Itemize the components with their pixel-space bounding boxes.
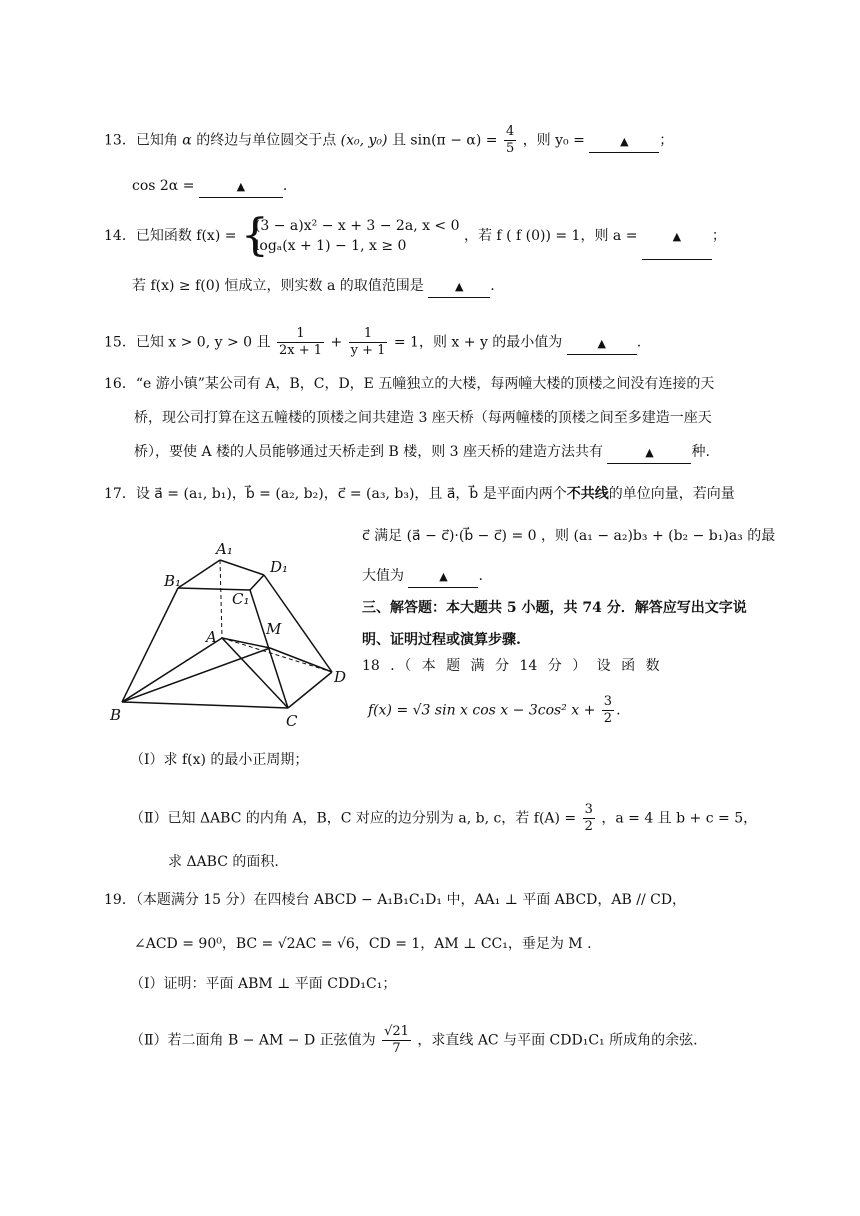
q15-frac-1 — [277, 326, 324, 359]
q14-piece-2: logₐ(x + 1) − 1, x ≥ 0 — [254, 238, 407, 254]
q14-blank-1[interactable] — [642, 214, 712, 260]
edge-bc — [122, 702, 288, 708]
blank-mark: ▲ — [597, 336, 606, 350]
q15-frac-2 — [349, 326, 388, 359]
q14-piecewise — [240, 210, 460, 261]
blank-mark: ▲ — [672, 230, 682, 243]
label-d1: D₁ — [270, 558, 289, 576]
blank-mark: ▲ — [620, 134, 629, 148]
q15-f2-num: 1 — [349, 326, 388, 343]
q13-number: 13． — [104, 132, 136, 149]
q19-fraction — [382, 1024, 411, 1057]
q15-number: 15． — [104, 334, 136, 351]
q13-cos: cos 2α = — [132, 178, 195, 194]
q18-part-2c: 求 ΔABC 的面积. — [168, 854, 279, 870]
q13-text-b: 的终边与单位圆交于点 — [196, 132, 337, 149]
brace-symbol: { — [240, 210, 269, 261]
q17-number: 17． — [104, 486, 136, 502]
q13-text-a: 已知角 — [135, 132, 178, 149]
label-c: C — [286, 712, 298, 730]
q15-line — [104, 326, 641, 359]
q16-text-2: 桥，现公司打算在这五幢楼的顶楼之间共建造 3 座天桥（每两幢楼的顶楼之间至多建造一座天 — [134, 410, 712, 426]
q16-number: 16． — [104, 376, 136, 392]
q17-line1 — [104, 484, 735, 504]
edge-c1d1 — [250, 575, 264, 590]
label-b1: B₁ — [164, 572, 182, 590]
q18-frac-num: 3 — [603, 694, 613, 709]
q13-end2: . — [282, 178, 288, 194]
label-m: M — [266, 620, 282, 638]
q16-text-3: 桥），要使 A 楼的人员能够通过天桥走到 B 楼，则 3 座天桥的建造方法共有 — [134, 444, 604, 460]
label-b: B — [110, 706, 122, 724]
q15-text-b: = 1，则 x + y 的最小值为 — [393, 334, 563, 351]
q15-text-a: 已知 x > 0, y > 0 且 — [135, 334, 271, 351]
q17-text-1a: 设 a⃗ = (a₁, b₁)，b⃗ = (a₂, b₂)，c⃗ = (a₃, b₃)，且 a⃗，b⃗ 是平面内两个 — [135, 486, 567, 502]
label-a: A — [206, 628, 217, 646]
q15-blank[interactable] — [567, 333, 637, 355]
q13-end1: ； — [659, 132, 674, 149]
q19-line-2: ∠ACD = 90⁰，BC = √2AC = √6，CD = 1，AM ⊥ CC₁，垂足为 M . — [134, 936, 592, 952]
q16-end: 种. — [691, 444, 710, 460]
q16-text-1: “e 游小镇”某公司有 A，B，C，D，E 五幢独立的大楼，每两幢大楼的顶楼之间没有连接的天 — [135, 376, 715, 392]
q19-frac-den: 7 — [392, 1041, 401, 1056]
q18-fraction — [602, 694, 614, 727]
q14-end2: . — [490, 278, 495, 294]
q19-part-2 — [130, 1024, 698, 1057]
q17-blank[interactable] — [408, 566, 478, 588]
edge-a1b1 — [178, 560, 220, 588]
blank-mark: ▲ — [236, 180, 246, 193]
q18-header: 18 ．（ 本 题 满 分 14 分 ） 设 函 数 — [362, 658, 660, 674]
q18-formula-text: f(x) = √3 sin x cos x − 3cos² x + — [368, 702, 596, 719]
q18-p2-num: 3 — [584, 802, 593, 817]
q13-fraction — [504, 124, 516, 157]
q13-blank-1[interactable] — [589, 131, 659, 153]
label-c1: C₁ — [232, 590, 250, 608]
q18-part-1: （Ⅰ）求 f(x) 的最小正周期； — [130, 752, 309, 768]
q15-f1-num: 1 — [277, 326, 324, 343]
q17-text-2: c⃗ 满足 (a⃗ − c⃗)·(b⃗ − c⃗) = 0 ，则 (a₁ − a₂)b₃ + (b₂ − b₁)a₃ 的最 — [362, 528, 776, 544]
q17-text-1b: 不共线 — [566, 486, 609, 502]
q14-text-a: 已知函数 f(x) = — [135, 228, 237, 244]
q18-frac-den: 2 — [603, 711, 613, 726]
q18-part-2b: ，a = 4 且 b + c = 5， — [601, 810, 758, 827]
q19-part-2b: ，求直线 AC 与平面 CDD₁C₁ 所成角的余弦. — [417, 1032, 698, 1049]
q14-text-b: ，若 f ( f (0)) = 1，则 a = — [463, 228, 638, 244]
edge-ac — [222, 638, 288, 708]
q13-text-c: 且 sin(π − α) = — [391, 132, 498, 149]
blank-mark: ▲ — [439, 570, 448, 583]
q13-text-d: ，则 y₀ = — [522, 132, 585, 149]
frustum-figure — [100, 530, 360, 730]
q16-line1 — [104, 374, 714, 394]
blank-mark: ▲ — [455, 280, 464, 293]
q13-alpha: α — [182, 132, 192, 149]
blank-mark: ▲ — [645, 446, 654, 459]
q18-formula-end: . — [616, 702, 621, 719]
edge-cd — [288, 672, 332, 708]
q19-line-1: 19．（本题满分 15 分）在四棱台 ABCD − A₁B₁C₁D₁ 中，AA₁ ⊥ 平面 ABCD，AB // CD， — [104, 892, 687, 908]
q14-end1: ； — [711, 228, 726, 244]
q17-end: . — [478, 568, 483, 584]
q18-p2-den: 2 — [584, 819, 593, 834]
q14-line2 — [132, 276, 495, 298]
q17-line3 — [362, 566, 483, 588]
q14-number: 14． — [104, 228, 136, 244]
q17-text-3: 大值为 — [362, 568, 404, 584]
q15-plus: + — [330, 334, 343, 351]
section-heading-1: 三、解答题：本大题共 5 小题，共 74 分．解答应写出文字说 — [362, 600, 747, 616]
edge-a1a-hidden — [220, 560, 222, 638]
label-d: D — [334, 668, 347, 686]
q18-part2-fraction — [583, 802, 595, 835]
q14-range-text: 若 f(x) ≥ f(0) 恒成立，则实数 a 的取值范围是 — [132, 278, 424, 294]
q15-f1-den: 2x + 1 — [278, 343, 322, 358]
edge-a1d1 — [220, 560, 264, 575]
q14-piece-1: (3 − a)x² − x + 3 − 2a, x < 0 — [254, 218, 460, 234]
q14-blank-2[interactable] — [428, 276, 490, 298]
label-a1: A₁ — [216, 540, 233, 558]
q17-text-1c: 的单位向量，若向量 — [608, 486, 735, 502]
q16-blank[interactable] — [607, 442, 691, 464]
q18-part-2 — [130, 802, 757, 835]
q13-line2 — [132, 176, 287, 198]
q19-part-1: （Ⅰ）证明：平面 ABM ⊥ 平面 CDD₁C₁； — [130, 976, 397, 992]
q15-f2-den: y + 1 — [350, 343, 386, 358]
q13-blank-2[interactable] — [199, 176, 283, 198]
q19-frac-num: √21 — [384, 1024, 409, 1039]
section-heading-2: 明、证明过程或演算步骤. — [362, 632, 521, 648]
q13-point: (x₀, y₀) — [340, 132, 388, 149]
q18-part-2a: （Ⅱ）已知 ΔABC 的内角 A，B，C 对应的边分别为 a, b, c，若 f(A) = — [130, 810, 577, 827]
q16-line3 — [134, 442, 710, 464]
q13-line1 — [104, 124, 673, 157]
q14-line1 — [104, 210, 726, 261]
q13-frac-num: 4 — [505, 124, 515, 139]
q13-frac-den: 5 — [505, 141, 515, 156]
q19-part-2a: （Ⅱ）若二面角 B − AM − D 正弦值为 — [130, 1032, 376, 1049]
q15-end: . — [636, 334, 642, 351]
q18-formula — [368, 694, 621, 727]
